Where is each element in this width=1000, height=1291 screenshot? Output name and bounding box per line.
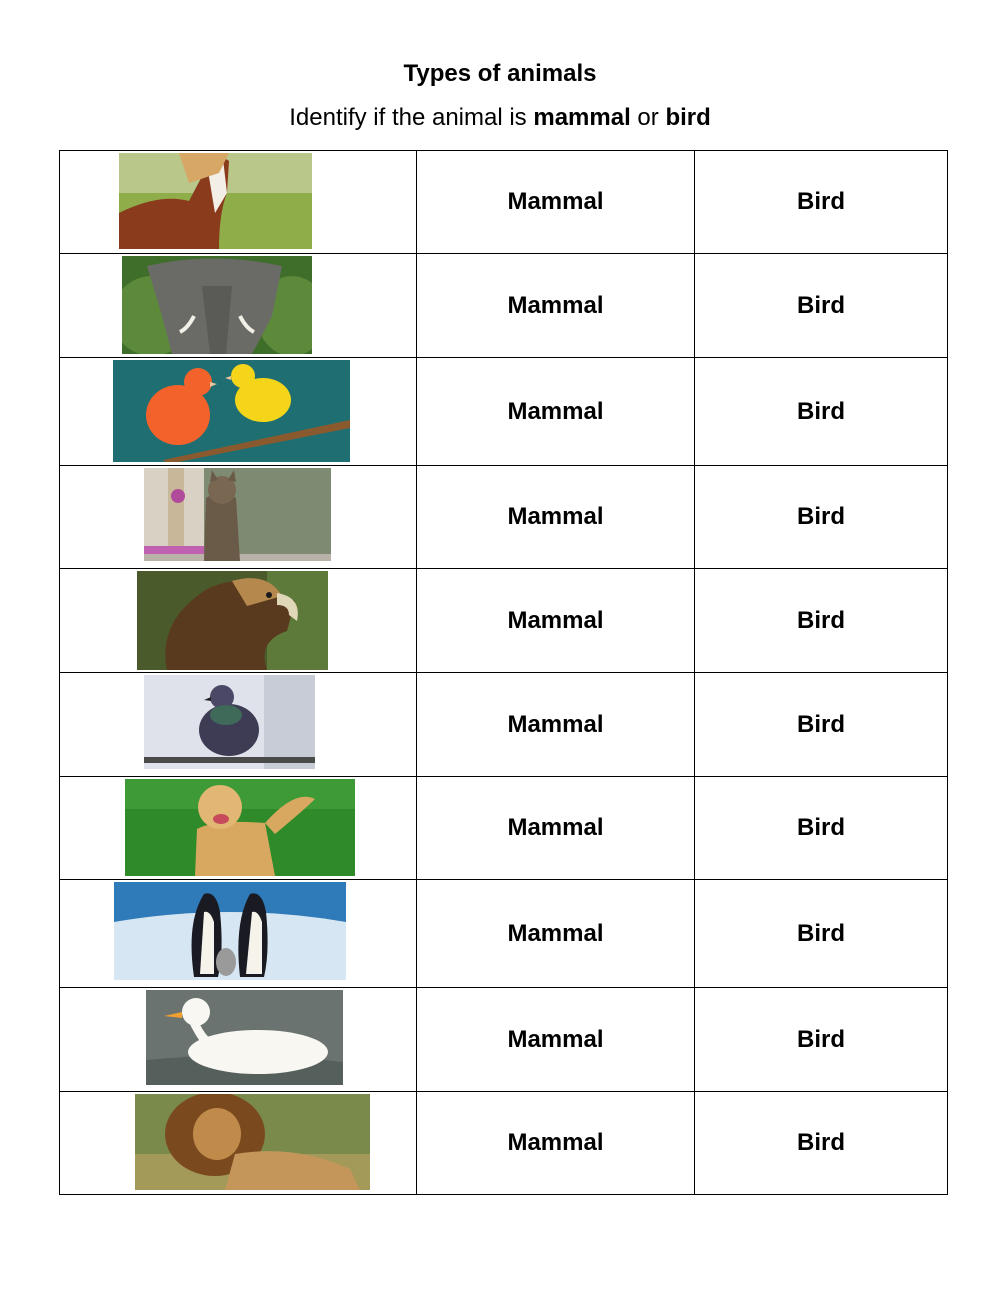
worksheet-instruction	[0, 104, 1000, 132]
table-row	[60, 254, 948, 358]
photo-cell	[60, 151, 417, 254]
table-row	[60, 358, 948, 466]
mammal-option[interactable]: Mammal	[417, 151, 695, 254]
table-row	[60, 1092, 948, 1195]
mammal-option[interactable]: Mammal	[417, 988, 695, 1092]
duck-photo	[146, 990, 343, 1085]
photo-cell	[60, 673, 417, 777]
worksheet-title: Types of animals	[403, 60, 597, 87]
instruction-term-mammal: mammal	[533, 104, 631, 131]
mammal-option[interactable]: Mammal	[417, 777, 695, 880]
bird-option[interactable]: Bird	[695, 988, 948, 1092]
mammal-option[interactable]: Mammal	[417, 254, 695, 358]
bird-option[interactable]: Bird	[695, 569, 948, 673]
table-row	[60, 880, 948, 988]
horse-photo	[119, 153, 312, 249]
bird-option[interactable]: Bird	[695, 880, 948, 988]
table-row	[60, 673, 948, 777]
photo-cell	[60, 466, 417, 569]
eagle-photo	[137, 571, 328, 670]
bird-option[interactable]: Bird	[695, 466, 948, 569]
pigeon-photo	[144, 675, 315, 769]
bird-option[interactable]: Bird	[695, 151, 948, 254]
dog-photo	[125, 779, 355, 876]
mammal-option[interactable]: Mammal	[417, 569, 695, 673]
bird-option[interactable]: Bird	[695, 673, 948, 777]
table-row	[60, 569, 948, 673]
bird-option[interactable]: Bird	[695, 254, 948, 358]
instruction-term-bird: bird	[665, 104, 711, 131]
photo-cell	[60, 358, 417, 466]
penguins-photo	[114, 882, 346, 980]
canaries-photo	[113, 360, 350, 462]
table-row	[60, 151, 948, 254]
elephant-photo	[122, 256, 312, 354]
photo-cell	[60, 1092, 417, 1195]
photo-cell	[60, 254, 417, 358]
mammal-option[interactable]: Mammal	[417, 1092, 695, 1195]
photo-cell	[60, 777, 417, 880]
animal-table	[59, 150, 948, 1195]
photo-cell	[60, 988, 417, 1092]
photo-cell	[60, 569, 417, 673]
lion-photo	[135, 1094, 370, 1190]
photo-cell	[60, 880, 417, 988]
table-row	[60, 466, 948, 569]
bird-option[interactable]: Bird	[695, 358, 948, 466]
cat-photo	[144, 468, 331, 561]
mammal-option[interactable]: Mammal	[417, 466, 695, 569]
bird-option[interactable]: Bird	[695, 1092, 948, 1195]
mammal-option[interactable]: Mammal	[417, 880, 695, 988]
mammal-option[interactable]: Mammal	[417, 358, 695, 466]
instruction-prefix: Identify if the animal is	[289, 104, 534, 131]
instruction-middle: or	[630, 104, 666, 131]
mammal-option[interactable]: Mammal	[417, 673, 695, 777]
table-row	[60, 777, 948, 880]
table-row	[60, 988, 948, 1092]
bird-option[interactable]: Bird	[695, 777, 948, 880]
